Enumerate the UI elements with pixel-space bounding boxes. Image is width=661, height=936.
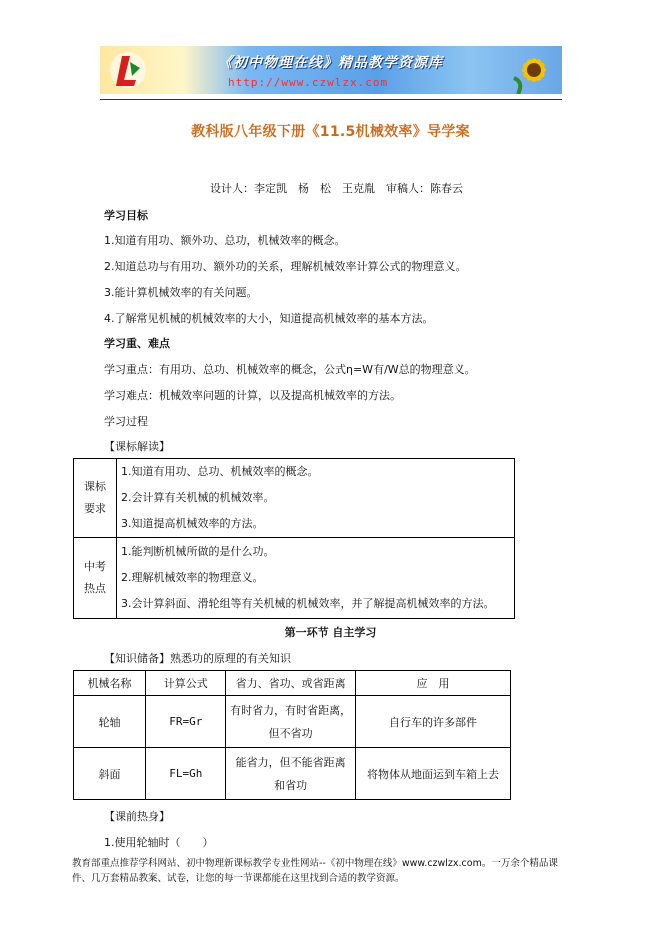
list-item: 3.会计算斜面、滑轮组等有关机械的机械效率，并了解提高机械效率的方法。 <box>121 597 495 610</box>
table-row <box>74 538 515 619</box>
objectives-heading: 学习目标 <box>104 209 148 222</box>
list-item: 1.能判断机械所做的是什么功。 <box>121 545 275 558</box>
list-item: 1.知道有用功、总功、机械效率的概念。 <box>121 465 319 478</box>
site-logo-icon <box>108 50 148 90</box>
objective-item: 2.知道总功与有用功、额外功的关系，理解机械效率计算公式的物理意义。 <box>104 260 467 273</box>
machine-saving: 能省力，但不能省距离 和省功 <box>226 748 355 800</box>
footer-line: 教育部重点推荐学科网站、初中物理新课标教学专业性网站--《初中物理在线》www.czwlzx.com。一万余个精品课 <box>72 858 558 869</box>
difficulty-line: 学习难点：机械效率问题的计算，以及提高机械效率的方法。 <box>104 389 401 402</box>
objective-item: 3.能计算机械效率的有关问题。 <box>104 286 258 299</box>
question-item: 1.使用轮轴时（ ） <box>104 836 214 849</box>
machines-table <box>73 670 511 800</box>
table-row <box>74 696 511 748</box>
machine-saving: 有时省力，有时省距离， 但不省功 <box>226 696 355 748</box>
banner-title: 《初中物理在线》精品教学资源库 <box>218 55 443 71</box>
table-row <box>74 748 511 800</box>
machine-use: 将物体从地面运到车箱上去 <box>355 748 510 800</box>
list-item: 3.知道提高机械效率的方法。 <box>121 517 264 530</box>
row-content <box>117 459 515 538</box>
list-item: 2.会计算有关机械的机械效率。 <box>121 491 275 504</box>
objective-item: 1.知道有用功、额外功、总功，机械效率的概念。 <box>104 234 346 247</box>
objective-item: 4.了解常见机械的机械效率的大小，知道提高机械效率的基本方法。 <box>104 312 434 325</box>
machine-formula: FL=Gh <box>146 748 226 800</box>
sunflower-icon <box>508 48 560 94</box>
warmup-label: 【课前热身】 <box>104 810 170 823</box>
header-rule <box>100 99 562 100</box>
banner-url[interactable]: http://www.czwlzx.com <box>228 76 389 89</box>
footer-line: 件、几万套精品教案、试卷，让您的每一节课都能在这里找到合适的教学资源。 <box>72 873 405 884</box>
document-title: 教科版八年级下册《11.5机械效率》导学案 <box>191 124 470 140</box>
curriculum-table <box>73 458 515 619</box>
header-banner <box>100 46 562 94</box>
credits-line: 设计人：李定凯 杨 松 王克胤 审稿人：陈春云 <box>210 182 463 195</box>
row-content <box>117 538 515 619</box>
column-header: 机械名称 <box>74 671 146 696</box>
focus-line: 学习重点：有用功、总功、机械效率的概念，公式η=W有/W总的物理意义。 <box>104 363 476 376</box>
keypoints-heading: 学习重、难点 <box>104 337 170 350</box>
knowledge-label: 【知识储备】熟悉功的原理的有关知识 <box>104 652 291 665</box>
list-item: 2.理解机械效率的物理意义。 <box>121 571 264 584</box>
machine-name: 斜面 <box>74 748 146 800</box>
table-header-row <box>74 671 511 696</box>
row-label: 课标 要求 <box>74 459 117 538</box>
column-header: 应 用 <box>355 671 510 696</box>
section-heading: 第一环节 自主学习 <box>284 626 377 639</box>
machine-formula: FR=Gr <box>146 696 226 748</box>
machine-use: 自行车的许多部件 <box>355 696 510 748</box>
footer-note <box>72 856 596 886</box>
column-header: 省力、省功、或省距离 <box>226 671 355 696</box>
biaozhun-label: 【课标解读】 <box>104 440 170 453</box>
machine-name: 轮轴 <box>74 696 146 748</box>
table-row <box>74 459 515 538</box>
row-label: 中考 热点 <box>74 538 117 619</box>
column-header: 计算公式 <box>146 671 226 696</box>
process-heading: 学习过程 <box>104 415 148 428</box>
